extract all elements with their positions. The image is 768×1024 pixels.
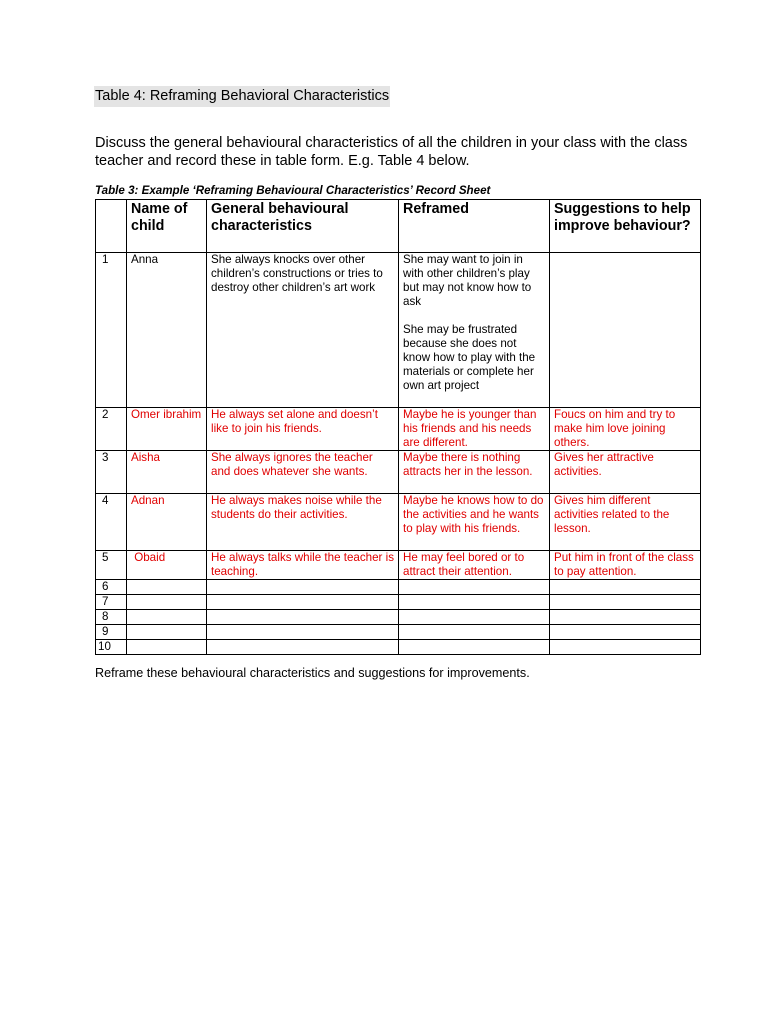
- suggestions-cell: Put him in front of the class to pay attention.: [550, 551, 701, 580]
- reframed-cell: [399, 580, 550, 595]
- reframed-cell: Maybe he knows how to do the activities and he wants to play with his friends.: [399, 494, 550, 551]
- table-row: [96, 580, 701, 595]
- table-row: [96, 253, 701, 408]
- general-characteristics: She always ignores the teacher and does whatever she wants.: [207, 451, 399, 494]
- reframed-text: She may be frustrated because she does not know how to play with the materials or complete her own art project: [403, 323, 536, 392]
- general-characteristics: [207, 625, 399, 640]
- general-characteristics: [207, 595, 399, 610]
- row-number: 8: [96, 610, 127, 625]
- reframed-cell: He may feel bored or to attract their attention.: [399, 551, 550, 580]
- suggestions-cell: [550, 253, 701, 408]
- child-name: [127, 595, 207, 610]
- child-name: Aisha: [127, 451, 207, 494]
- header-suggestions: Suggestions to help improve behaviour?: [550, 200, 701, 253]
- row-number: 9: [96, 625, 127, 640]
- row-number: 6: [96, 580, 127, 595]
- general-characteristics: [207, 640, 399, 655]
- table-row: [96, 610, 701, 625]
- child-name: Obaid: [127, 551, 207, 580]
- reframed-cell: [399, 610, 550, 625]
- reframed-cell: Maybe he is younger than his friends and his needs are different.: [399, 408, 550, 451]
- table-row: [96, 640, 701, 655]
- row-number: 1: [96, 253, 127, 408]
- header-name: Name of child: [127, 200, 207, 253]
- row-number: 5: [96, 551, 127, 580]
- intro-paragraph: Discuss the general behavioural characteristics of all the children in your class with the class teacher and record these in table form. E.g. Table 4 below.: [95, 135, 688, 169]
- suggestions-cell: [550, 580, 701, 595]
- reframed-cell: [399, 640, 550, 655]
- suggestions-cell: [550, 640, 701, 655]
- table-caption: Table 3: Example ‘Reframing Behavioural Characteristics’ Record Sheet: [95, 184, 491, 197]
- suggestions-cell: Gives him different activities related to the lesson.: [550, 494, 701, 551]
- table-header-row: [96, 200, 701, 253]
- suggestions-cell: Gives her attractive activities.: [550, 451, 701, 494]
- table-row: [96, 551, 701, 580]
- header-reframed: Reframed: [399, 200, 550, 253]
- table-row: [96, 625, 701, 640]
- header-general-characteristics: General behavioural characteristics: [207, 200, 399, 253]
- child-name: Omer ibrahim: [127, 408, 207, 451]
- reframed-cell: [399, 253, 550, 408]
- general-characteristics: He always makes noise while the students do their activities.: [207, 494, 399, 551]
- suggestions-cell: [550, 625, 701, 640]
- table-row: [96, 494, 701, 551]
- row-number: 4: [96, 494, 127, 551]
- suggestions-cell: [550, 610, 701, 625]
- row-number: 3: [96, 451, 127, 494]
- row-number: 10: [96, 640, 127, 655]
- child-name: [127, 625, 207, 640]
- row-number: 2: [96, 408, 127, 451]
- general-characteristics: He always set alone and doesn’t like to join his friends.: [207, 408, 399, 451]
- reframed-text: She may want to join in with other children’s play but may not know how to ask: [403, 253, 532, 308]
- general-characteristics: [207, 610, 399, 625]
- row-number: 7: [96, 595, 127, 610]
- reframed-cell: [399, 625, 550, 640]
- child-name: [127, 580, 207, 595]
- child-name: Adnan: [127, 494, 207, 551]
- record-sheet-table: [95, 199, 701, 655]
- child-name: [127, 610, 207, 625]
- reframed-cell: Maybe there is nothing attracts her in the lesson.: [399, 451, 550, 494]
- child-name: Anna: [127, 253, 207, 408]
- page-heading: Table 4: Reframing Behavioral Characteristics: [94, 86, 390, 107]
- child-name: [127, 640, 207, 655]
- general-characteristics: He always talks while the teacher is teaching.: [207, 551, 399, 580]
- suggestions-cell: Foucs on him and try to make him love joining others.: [550, 408, 701, 451]
- table-row: [96, 408, 701, 451]
- general-characteristics: [207, 580, 399, 595]
- table-row: [96, 595, 701, 610]
- suggestions-cell: [550, 595, 701, 610]
- general-characteristics: She always knocks over other children’s constructions or tries to destroy other children’s art work: [207, 253, 399, 408]
- closing-instruction: Reframe these behavioural characteristics and suggestions for improvements.: [95, 666, 530, 680]
- table-row: [96, 451, 701, 494]
- header-number: [96, 200, 127, 253]
- reframed-cell: [399, 595, 550, 610]
